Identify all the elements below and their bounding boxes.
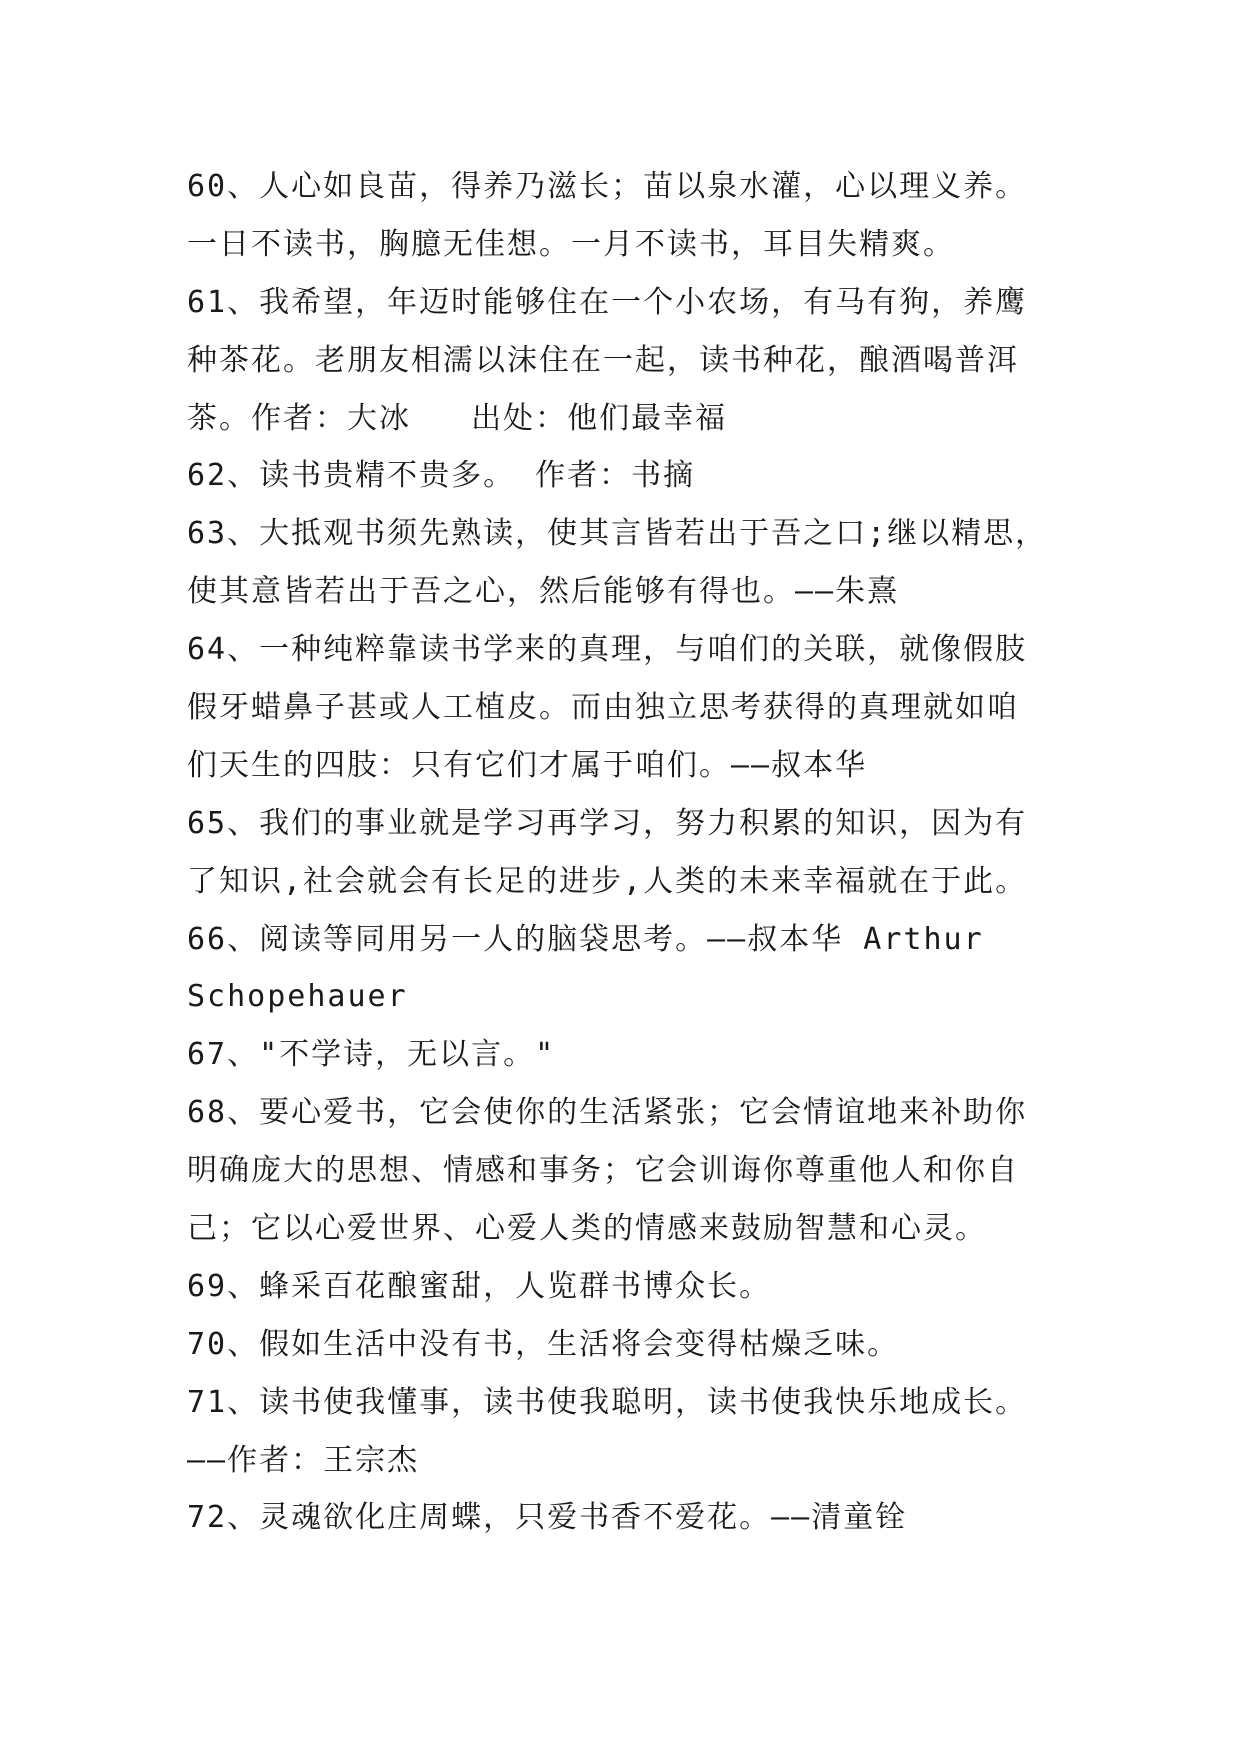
- text-line: 一日不读书，胸臆无佳想。一月不读书，耳目失精爽。: [187, 226, 955, 262]
- text-line: 假牙蜡鼻子甚或人工植皮。而由独立思考获得的真理就如咱: [187, 690, 1019, 726]
- text-line: 71、读书使我懂事，读书使我聪明，读书使我快乐地成长。: [187, 1384, 1028, 1420]
- text-line: 明确庞大的思想、情感和事务；它会训诲你尊重他人和你自: [187, 1153, 1019, 1189]
- text-line: 61、我希望，年迈时能够住在一个小农场，有马有狗，养鹰: [187, 284, 1028, 320]
- text-line: 69、蜂采百花酿蜜甜，人览群书博众长。: [187, 1268, 772, 1304]
- text-line: 己；它以心爱世界、心爱人类的情感来鼓励智慧和心灵。: [187, 1211, 987, 1247]
- text-line: 65、我们的事业就是学习再学习，努力积累的知识，因为有: [187, 805, 1028, 841]
- text-line: 茶。作者：大冰 出处：他们最幸福: [187, 400, 728, 436]
- text-line: 66、阅读等同用另一人的脑袋思考。——叔本华 Arthur: [187, 921, 984, 957]
- text-line: 种茶花。老朋友相濡以沫住在一起，读书种花，酿酒喝普洱: [187, 342, 1019, 378]
- text-line: 64、一种纯粹靠读书学来的真理，与咱们的关联，就像假肢: [187, 632, 1028, 668]
- text-line: 67、"不学诗，无以言。": [187, 1037, 556, 1073]
- text-line: 62、读书贵精不贵多。 作者：书摘: [187, 458, 696, 494]
- text-line: ——作者：王宗杰: [187, 1442, 420, 1478]
- quote-list: [187, 158, 1087, 1547]
- text-line: 70、假如生活中没有书，生活将会变得枯燥乏味。: [187, 1326, 900, 1362]
- text-line: 使其意皆若出于吾之心，然后能够有得也。——朱熹: [187, 574, 900, 610]
- text-line: 63、大抵观书须先熟读，使其言皆若出于吾之口;继以精思，: [187, 516, 1048, 552]
- text-line: 们天生的四肢：只有它们才属于咱们。——叔本华: [187, 747, 868, 783]
- text-line: Schopehauer: [187, 979, 408, 1015]
- text-line: 了知识,社会就会有长足的进步,人类的未来幸福就在于此。: [187, 863, 1028, 899]
- text-line: 72、灵魂欲化庄周蝶，只爱书香不爱花。——清童铨: [187, 1500, 908, 1536]
- text-line: 60、人心如良苗，得养乃滋长；苗以泉水灌，心以理义养。: [187, 169, 1028, 204]
- text-line: 68、要心爱书，它会使你的生活紧张；它会情谊地来补助你: [187, 1095, 1028, 1131]
